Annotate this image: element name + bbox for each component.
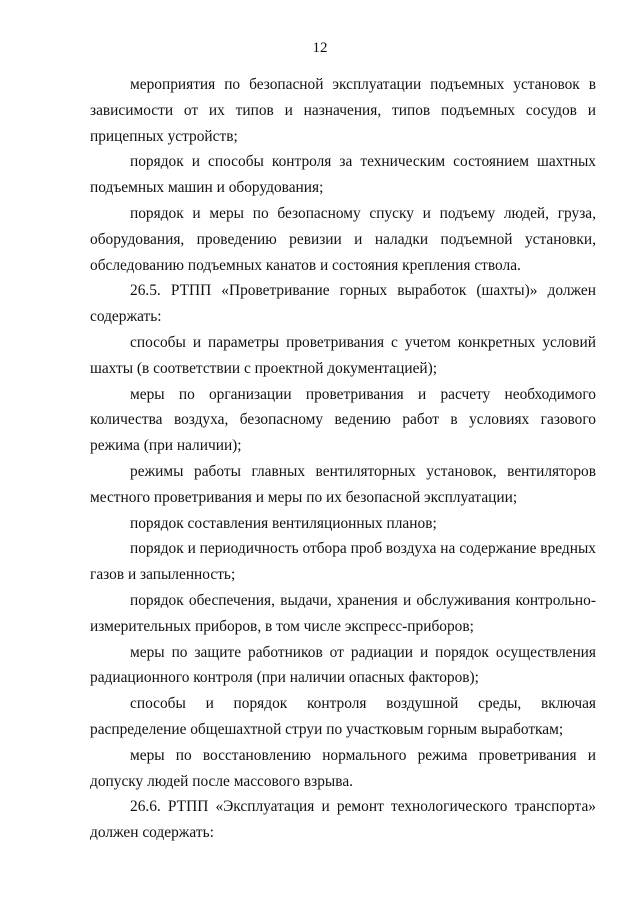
paragraph: способы и порядок контроля воздушной среды, включая распределение общешахтной струи по участковым горным выработкам;: [90, 695, 596, 738]
paragraph: режимы работы главных вентиляторных установок, вентиляторов местного проветривания и меры по их безопасной эксплуатации;: [90, 462, 596, 506]
paragraph: порядок обеспечения, выдачи, хранения и обслуживания контрольно-измерительных приборов, в том числе экспресс-приборов;: [90, 591, 596, 635]
paragraph: меры по восстановлению нормального режима проветривания и допуску людей после массового взрыва.: [90, 746, 596, 790]
paragraph: меры по защите работников от радиации и порядок осуществления радиационного контроля (при наличии опасных факторов);: [90, 643, 596, 687]
paragraph: порядок и меры по безопасному спуску и подъему людей, груза, оборудования, проведению ревизии и наладки подъемной установки, обследованию подъемных канатов и состояния крепления ствола.: [90, 204, 596, 274]
paragraph: порядок составления вентиляционных планов;: [130, 514, 437, 532]
document-body: [90, 72, 596, 846]
section-heading-26-5: 26.5. РТПП «Проветривание горных выработок (шахты)» должен содержать:: [90, 282, 596, 326]
section-heading-26-6: 26.6. РТПП «Эксплуатация и ремонт технологического транспорта» должен содержать:: [90, 798, 596, 842]
paragraph: мероприятия по безопасной эксплуатации подъемных установок в зависимости от их типов и назначения, типов подъемных сосудов и прицепных устройств;: [90, 76, 596, 145]
page-number: 12: [312, 40, 328, 56]
paragraph: меры по организации проветривания и расчету необходимого количества воздуха, безопасному ведению работ в условиях газового режима (при наличии);: [90, 385, 596, 455]
paragraph: способы и параметры проветривания с учетом конкретных условий шахты (в соответствии с проектной документацией);: [90, 333, 596, 377]
paragraph: порядок и периодичность отбора проб воздуха на содержание вредных газов и запыленность;: [90, 540, 596, 584]
paragraph: порядок и способы контроля за техническим состоянием шахтных подъемных машин и оборудования;: [90, 153, 596, 197]
